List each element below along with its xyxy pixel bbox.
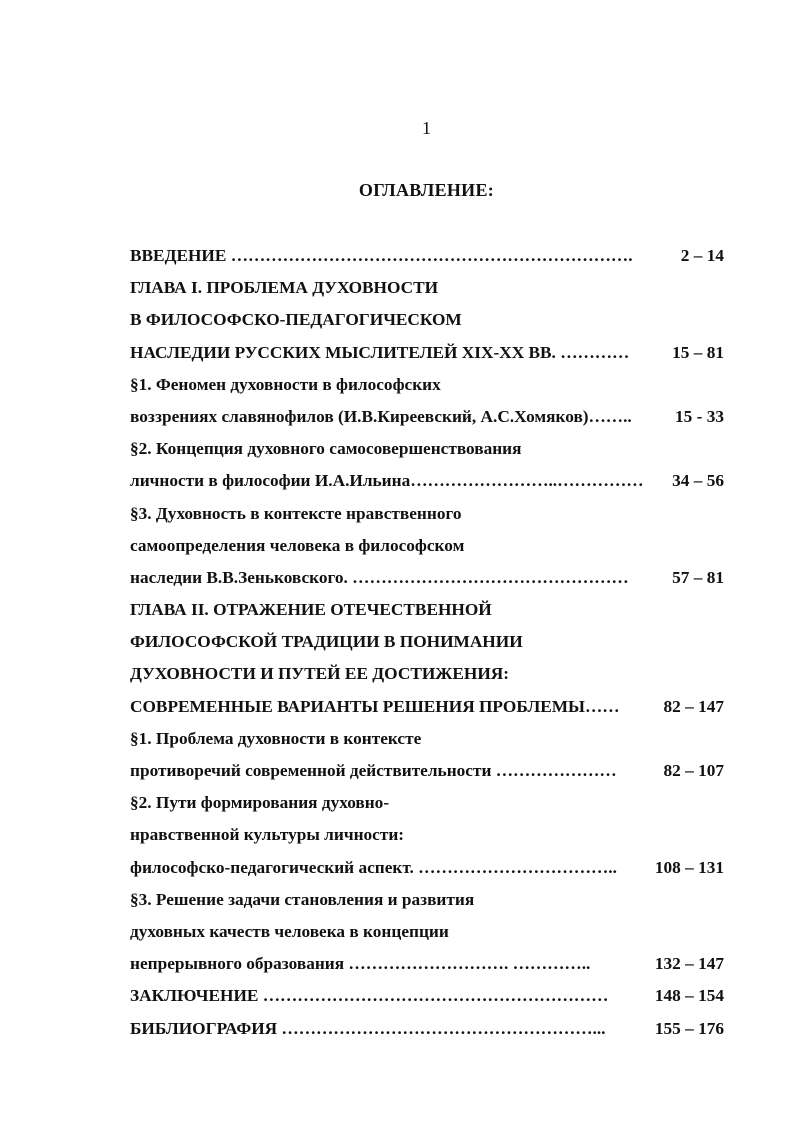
toc-entry-pages: 2 – 14 [680, 246, 724, 265]
toc-entry-text: ЗАКЛЮЧЕНИЕ …………………………………………………… [130, 986, 609, 1006]
toc-entry [130, 566, 724, 598]
toc-entry [130, 598, 724, 630]
toc-entry [130, 308, 724, 340]
toc-entry-text: §2. Концепция духовного самосовершенствования [130, 439, 522, 459]
toc-entry-text: ГЛАВА II. ОТРАЖЕНИЕ ОТЕЧЕСТВЕННОЙ [130, 600, 492, 620]
table-of-contents [130, 244, 724, 1049]
toc-entry [130, 888, 724, 920]
toc-entry-text: СОВРЕМЕННЫЕ ВАРИАНТЫ РЕШЕНИЯ ПРОБЛЕМЫ…… [130, 696, 620, 716]
toc-entry-text: наследии В.В.Зеньковского. ………………………………………… [130, 567, 629, 587]
toc-entry [130, 984, 724, 1016]
toc-entry [130, 276, 724, 308]
toc-entry-text: личности в философии И.А.Ильина……………………..…………… [130, 471, 644, 491]
toc-entry [130, 469, 724, 501]
toc-entry-pages: 82 – 107 [663, 761, 724, 780]
toc-entry [130, 727, 724, 759]
toc-entry-text: §3. Духовность в контексте нравственного [130, 503, 462, 523]
toc-entry-pages: 155 – 176 [654, 1018, 724, 1038]
toc-entry-pages: 34 – 56 [672, 471, 724, 491]
toc-entry-text: воззрениях славянофилов (И.В.Киреевский, А.С.Хомяков)…….. [130, 406, 632, 426]
toc-entry-pages: 57 – 81 [672, 567, 724, 587]
page-number: 1 [422, 118, 431, 138]
toc-entry [130, 373, 724, 405]
toc-entry-pages: 82 – 147 [663, 696, 724, 716]
toc-entry [130, 1017, 724, 1049]
toc-entry-text: философско-педагогический аспект. …………………………….. [130, 857, 617, 877]
toc-entry-text: ДУХОВНОСТИ И ПУТЕЙ ЕЕ ДОСТИЖЕНИЯ: [130, 664, 510, 684]
toc-entry [130, 759, 724, 791]
toc-entry-text: самоопределения человека в философском [130, 535, 465, 555]
toc-entry [130, 662, 724, 694]
toc-entry [130, 856, 724, 888]
toc-entry-text: НАСЛЕДИИ РУССКИХ МЫСЛИТЕЛЕЙ XIX-XX ВВ. ………… [130, 342, 630, 362]
toc-entry-text: противоречий современной действительности ………………… [130, 761, 617, 780]
toc-entry [130, 244, 724, 276]
toc-entry-pages: 132 – 147 [654, 954, 724, 974]
toc-entry-text: непрерывного образования ………………………. ………….. [130, 954, 591, 974]
toc-entry-text: §1. Феномен духовности в философских [130, 374, 441, 394]
toc-entry-text: БИБЛИОГРАФИЯ ………………………………………………... [130, 1018, 606, 1038]
toc-entry-text: нравственной культуры личности: [130, 825, 405, 845]
toc-entry [130, 630, 724, 662]
toc-entry [130, 437, 724, 469]
toc-entry [130, 823, 724, 855]
toc-entry [130, 502, 724, 534]
toc-entry-text: §2. Пути формирования духовно- [130, 793, 390, 813]
page-title: ОГЛАВЛЕНИЕ: [358, 180, 495, 200]
toc-entry [130, 405, 724, 437]
toc-entry [130, 341, 724, 373]
toc-entry-pages: 15 - 33 [675, 406, 724, 426]
toc-entry [130, 534, 724, 566]
toc-entry [130, 791, 724, 823]
toc-entry-pages: 148 – 154 [654, 986, 724, 1006]
toc-entry-text: ВВЕДЕНИЕ ……………………………………………………………. [130, 246, 633, 265]
toc-entry [130, 695, 724, 727]
toc-entry-text: ГЛАВА I. ПРОБЛЕМА ДУХОВНОСТИ [130, 278, 439, 298]
toc-entry-pages: 108 – 131 [654, 857, 724, 877]
toc-entry [130, 920, 724, 952]
toc-entry-pages: 15 – 81 [672, 342, 724, 362]
toc-entry-text: духовных качеств человека в концепции [130, 921, 449, 941]
toc-entry-text: §1. Проблема духовности в контексте [130, 728, 422, 748]
toc-entry-text: §3. Решение задачи становления и развития [130, 889, 475, 909]
toc-entry-text: ФИЛОСОФСКОЙ ТРАДИЦИИ В ПОНИМАНИИ [130, 632, 523, 652]
toc-entry [130, 952, 724, 984]
toc-entry-text: В ФИЛОСОФСКО-ПЕДАГОГИЧЕСКОМ [130, 310, 462, 330]
